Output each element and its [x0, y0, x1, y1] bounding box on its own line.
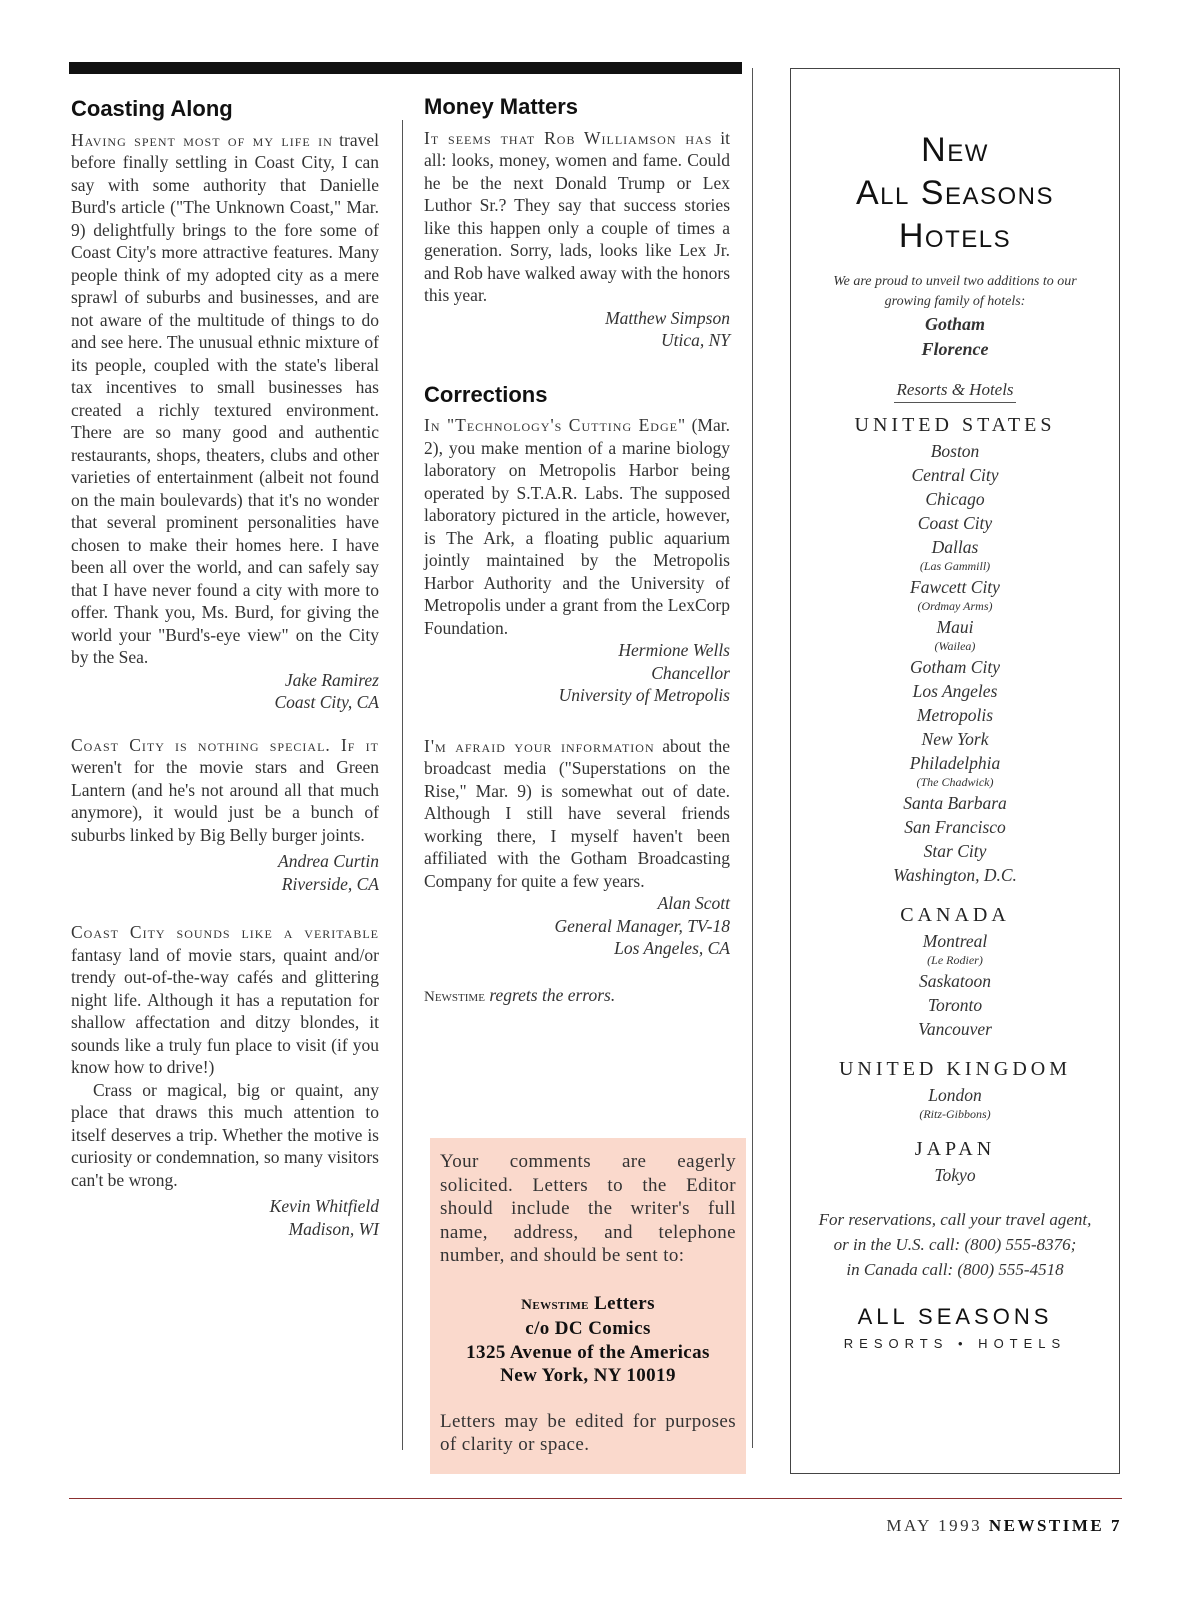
letter-whitfield-continued: Crass or magical, big or quaint, any place that draws this much attention to itself deserves a trip. Whether the motive is curiosity or condemnation, so many visitors can't be wrong. — [71, 1079, 379, 1190]
ad-title-all-seasons: All Seasons — [855, 174, 1055, 212]
submission-outro: Letters may be edited for purposes of clarity or space. — [440, 1410, 736, 1455]
section-heading-money: Money Matters — [424, 94, 579, 119]
ad-city: Chicago — [925, 489, 985, 509]
signature-place: Los Angeles, CA — [614, 938, 730, 958]
signature-name: Jake Ramirez — [284, 669, 379, 690]
ad-hotel-name: (Le Rodier) — [927, 953, 983, 967]
ad-footer-tagline: RESORTS • HOTELS — [843, 1336, 1067, 1351]
ad-hotel-name: (Wailea) — [934, 639, 976, 653]
ad-city: Washington, D.C. — [893, 865, 1017, 885]
ad-city: Philadelphia — [909, 753, 1001, 773]
ad-city: Metropolis — [916, 705, 994, 725]
column-coasting-along — [71, 98, 379, 1240]
ad-new-hotel: Gotham — [924, 314, 985, 334]
page-folio — [780, 1516, 1122, 1536]
signature-place: Coast City, CA — [274, 692, 379, 712]
letter-whitfield: Coast City sounds like a veritable fantasy land of movie stars, quaint and/or trendy out-of-the-way cafés and glittering night life. Although it has a reputation for shallow affectation and ditzy blondes, it sounds like a truly fun place to visit (if you know how to drive!) — [71, 922, 379, 1077]
ad-city: Tokyo — [934, 1165, 976, 1185]
column-money-corrections — [424, 96, 730, 1008]
ad-city: Dallas — [931, 537, 979, 557]
column-divider-2 — [752, 68, 753, 1448]
folio-date: MAY 1993 — [886, 1516, 983, 1535]
ad-reservations-line: in Canada call: (800) 555-4518 — [846, 1260, 1064, 1279]
signature-title: Chancellor — [651, 662, 730, 683]
signature-name: Kevin Whitfield — [269, 1196, 379, 1216]
ad-city: Maui — [936, 617, 974, 637]
ad-resorts-heading: Resorts & Hotels — [894, 380, 1015, 403]
letter-simpson: It seems that Rob Williamson has it all: looks, money, women and fame. Could he be the next Donald Trump or Lex Luthor Sr.? They say that success stories like this happen only a couple of times a generation. Sorry, lads, looks like Lex Jr. and Rob have walked away with the honors this year. — [424, 127, 730, 305]
ad-locations-list — [791, 411, 1119, 1187]
ad-city: Saskatoon — [919, 971, 991, 991]
section-heading-coasting: Coasting Along — [71, 96, 233, 121]
ad-city: Toronto — [927, 995, 983, 1015]
footer-rule — [69, 1498, 1122, 1499]
signature-place: Madison, WI — [288, 1218, 379, 1239]
ad-footer-brand: ALL SEASONS — [857, 1304, 1053, 1329]
signature-name: Hermione Wells — [618, 640, 730, 660]
ad-reservations-line: For reservations, call your travel agent, — [818, 1210, 1092, 1229]
ad-city: Star City — [923, 841, 987, 861]
ad-hotel-name: (Las Gammill) — [919, 559, 991, 573]
submission-address: Newstime Letters c/o DC Comics 1325 Avenue of the Americas New York, NY 10019 — [466, 1292, 710, 1386]
ad-city: Fawcett City — [910, 577, 1000, 597]
ad-city: Gotham City — [910, 657, 1000, 677]
folio-page-number: 7 — [1111, 1516, 1122, 1535]
letter-ramirez: Having spent most of my life in travel before finally settling in Coast City, I can say with some authority that Danielle Burd's article ("The Unknown Coast," Mar. 9) delightfully brings to the fore some of Coast City's more attractive features. Many people think of my adopted city as a mere sprawl of suburbs and businesses, and are not aware of the multitude of things to do and see here. The unusual ethnic mixture of its people, coupled with the state's liberal tax incentives to small businesses has created a richly textured environment. There are so many good and authentic restaurants, shops, theaters, clubs and other varieties of entertainment (albeit not found on the main boulevards) that it's no wonder that several prominent personalities have chosen to make their homes here. I have been all over the world, and can safely say that I have never found a city with more to offer. Thank you, Ms. Burd, for giving the world your "Burd's-eye view" on the City by the Sea. — [71, 129, 379, 667]
signature-place: University of Metropolis — [558, 685, 730, 705]
top-rule — [69, 62, 742, 74]
ad-city: Los Angeles — [912, 681, 998, 701]
letter-wells: In "Technology's Cutting Edge" (Mar. 2), you make mention of a marine biology laboratory on Metropolis Harbor being operated by S.T.A.R. Labs. The supposed laboratory pictured in the article, however, is The Ark, a floating public aquarium jointly maintained by the Metropolis Harbor Authority and the University of Metropolis under a grant from the LexCorp Foundation. — [424, 415, 730, 638]
hotel-advertisement — [790, 68, 1120, 1474]
ad-reservations-line: or in the U.S. call: (800) 555-8376; — [833, 1235, 1077, 1254]
ad-city: Boston — [930, 441, 980, 461]
ad-city: Coast City — [917, 513, 993, 533]
signature-title: General Manager, TV-18 — [554, 915, 730, 936]
signature-name: Matthew Simpson — [605, 307, 730, 328]
ad-hotel-name: (The Chadwick) — [916, 775, 994, 789]
ad-country-heading: JAPAN — [914, 1138, 996, 1160]
ad-country-heading: CANADA — [900, 904, 1010, 926]
ad-city: Central City — [911, 465, 999, 485]
ad-country-heading: UNITED KINGDOM — [838, 1058, 1072, 1080]
ad-city: Vancouver — [918, 1019, 992, 1039]
folio-magazine: NEWSTIME — [988, 1516, 1105, 1535]
letters-submission-box — [430, 1138, 746, 1474]
ad-hotel-name: (Ordmay Arms) — [917, 599, 993, 613]
signature-name: Andrea Curtin — [278, 851, 379, 871]
ad-city: San Francisco — [904, 817, 1006, 837]
regrets-note: Newstime regrets the errors. — [424, 984, 616, 1005]
ad-intro: We are proud to unveil two additions to our growing family of hotels: — [833, 274, 1077, 309]
letter-scott: I'm afraid your information about the broadcast media ("Superstations on the Rise," Mar. 9) is somewhat out of date. Although I still have several friends working there, I myself haven't been affiliated with the Gotham Broadcasting Company for quite a few years. — [424, 735, 730, 891]
ad-city: Montreal — [922, 931, 988, 951]
signature-place: Utica, NY — [660, 330, 730, 350]
ad-title-new: New — [921, 131, 989, 169]
ad-new-hotel: Florence — [921, 339, 989, 359]
submission-intro: Your comments are eagerly solicited. Letters to the Editor should include the writer's full name, address, and telephone number, and should be sent to: — [440, 1151, 736, 1266]
letter-curtin: Coast City is nothing special. If it weren't for the movie stars and Green Lantern (and he's not around all that much anymore), it would just be a bunch of suburbs linked by Big Belly burger joints. — [71, 734, 379, 845]
ad-hotel-name: (Ritz-Gibbons) — [919, 1107, 991, 1121]
ad-city: New York — [921, 729, 989, 749]
ad-country-heading: UNITED STATES — [854, 414, 1056, 436]
ad-city: London — [928, 1085, 982, 1105]
signature-name: Alan Scott — [657, 893, 730, 913]
ad-city: Santa Barbara — [903, 793, 1007, 813]
section-heading-corrections: Corrections — [424, 381, 548, 407]
ad-title-hotels: Hotels — [898, 217, 1012, 255]
column-divider-1 — [402, 120, 403, 1450]
signature-place: Riverside, CA — [281, 873, 379, 894]
